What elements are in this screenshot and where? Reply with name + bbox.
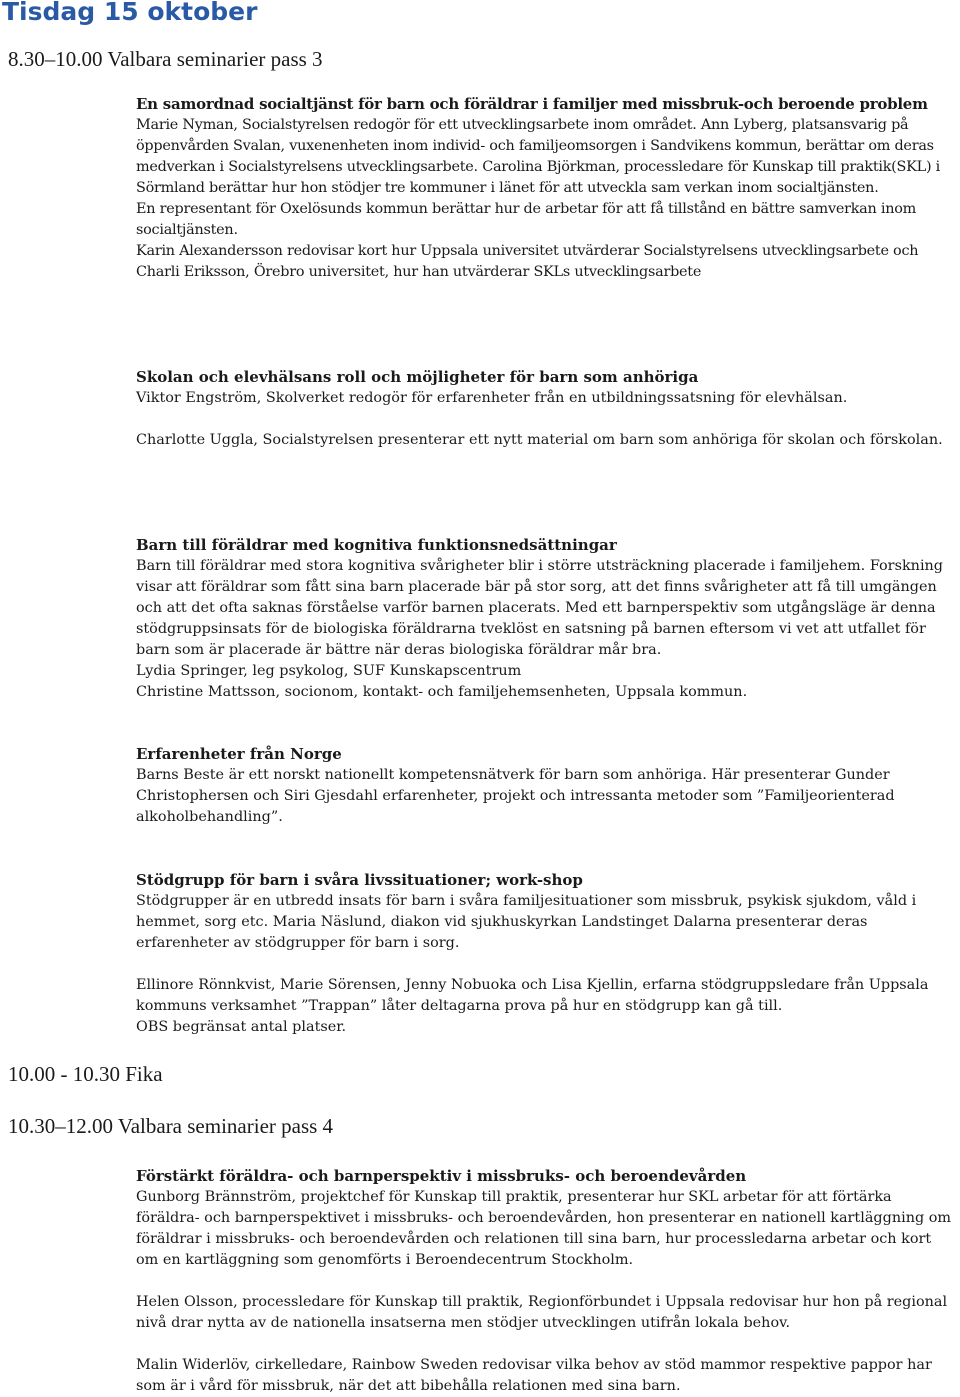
seminar-title: Barn till föräldrar med kognitiva funktionsnedsättningar bbox=[136, 536, 617, 554]
seminar-forstarkt-foraldraperspektiv bbox=[136, 1166, 958, 1397]
session-label: Valbara seminarier pass 3 bbox=[107, 47, 323, 71]
session-time: 10.00 - 10.30 bbox=[8, 1062, 120, 1086]
seminar-paragraph: Barn till föräldrar med stora kognitiva svårigheter blir i större utsträckning placerade i familjehem. Forskning visar att föräldrar som fått sina barn placerade bär på stor sorg, att det finns svårigheter att få till umgängen och att det ofta saknas förståelse varför barnen placerats. Med ett barnperspektiv som utgångsläge är denna stödgruppsinsats för de biologiska föräldrarna tveklöst en satsning på barnen eftersom vi vet att utfallet för barn som är placerade är bättre när deras biologiska föräldrar mår bra. bbox=[136, 558, 944, 658]
seminar-title: Förstärkt föräldra- och barnperspektiv i missbruks- och beroendevården bbox=[136, 1167, 747, 1185]
day-title: Tisdag 15 oktober bbox=[2, 0, 258, 26]
session-fika bbox=[8, 1062, 163, 1087]
seminar-paragraph: Barns Beste är ett norskt nationellt kompetensnätverk för barn som anhöriga. Här presenterar Gunder Christophersen och Siri Gjesdahl erfarenheter, projekt och intressanta metoder som ”Familjeorienterad alkoholbehandling”. bbox=[136, 767, 895, 825]
session-time: 8.30–10.00 bbox=[8, 47, 103, 71]
seminar-paragraph: Viktor Engström, Skolverket redogör för erfarenheter från en utbildningssatsning för elevhälsan. bbox=[136, 390, 848, 406]
seminar-erfarenheter-norge bbox=[136, 744, 958, 828]
seminar-paragraph: Marie Nyman, Socialstyrelsen redogör för ett utvecklingsarbete inom området. Ann Lyberg, platsansvarig på öppenvården Svalan, vuxenenheten inom individ- och familjeomsorgen i Sandvikens kommun, berättar om deras medverkan i Socialstyrelsens utvecklingsarbete. Carolina Björkman, processledare för Kunskap till praktik(SKL) i Sörmland berättar hur hon stödjer tre kommuner i länet för att utveckla sam verkan inom socialtjänsten. bbox=[136, 117, 940, 196]
seminar-paragraph: Christine Mattsson, socionom, kontakt- och familjehemsenheten, Uppsala kommun. bbox=[136, 684, 748, 700]
seminar-paragraph: Stödgrupper är en utbredd insats för barn i svåra familjesituationer som missbruk, psykisk sjukdom, våld i hemmet, sorg etc. Maria Näslund, diakon vid sjukhuskyrkan Landstinget Dalarna presenterar deras erfarenheter av stödgrupper för barn i sorg. bbox=[136, 893, 917, 951]
seminar-paragraph: Karin Alexandersson redovisar kort hur Uppsala universitet utvärderar Socialstyrelsens utvecklingsarbete och Charli Eriksson, Örebro universitet, hur han utvärderar SKLs utvecklingsarbete bbox=[136, 243, 919, 280]
seminar-kognitiva-funktionsnedsattningar bbox=[136, 535, 958, 703]
session-pass-3 bbox=[8, 47, 323, 72]
seminar-title: Skolan och elevhälsans roll och möjligheter för barn som anhöriga bbox=[136, 368, 699, 386]
seminar-paragraph: Ellinore Rönnkvist, Marie Sörensen, Jenny Nobuoka och Lisa Kjellin, erfarna stödgruppsledare från Uppsala kommuns verksamhet ”Trappan” låter deltagarna prova på hur en stödgrupp kan gå till. bbox=[136, 977, 929, 1014]
session-label: Valbara seminarier pass 4 bbox=[117, 1114, 334, 1138]
session-time: 10.30–12.00 bbox=[8, 1114, 113, 1138]
session-label: Fika bbox=[125, 1062, 163, 1086]
seminar-title: Erfarenheter från Norge bbox=[136, 745, 342, 763]
seminar-paragraph: Lydia Springer, leg psykolog, SUF Kunskapscentrum bbox=[136, 663, 522, 679]
seminar-title: Stödgrupp för barn i svåra livssituationer; work-shop bbox=[136, 871, 583, 889]
session-pass-4 bbox=[8, 1114, 333, 1139]
seminar-title: En samordnad socialtjänst för barn och föräldrar i familjer med missbruk-och beroende problem bbox=[136, 95, 928, 113]
seminar-skolan-elevhalsan bbox=[136, 367, 958, 451]
seminar-samordnad-socialtjanst bbox=[136, 94, 958, 283]
seminar-paragraph: En representant för Oxelösunds kommun berättar hur de arbetar för att få tillstånd en bättre samverkan inom socialtjänsten. bbox=[136, 201, 917, 238]
seminar-paragraph: Gunborg Brännström, projektchef för Kunskap till praktik, presenterar hur SKL arbetar för att förtärka föräldra- och barnperspektivet i missbruks- och beroendevården, hon presenterar en nationell kartläggning om föräldrar i missbruks- och beroendevården och relationen till sina barn, hur processledarna arbetar och kort om en kartläggning som genomförts i Beroendecentrum Stockholm. bbox=[136, 1189, 952, 1268]
seminar-paragraph: Helen Olsson, processledare för Kunskap till praktik, Regionförbundet i Uppsala redovisar hur hon på regional nivå drar nytta av de nationella insatserna men stödjer utvecklingen utifrån lokala behov. bbox=[136, 1294, 948, 1331]
seminar-paragraph: OBS begränsat antal platser. bbox=[136, 1019, 347, 1035]
seminar-stodgrupp-workshop bbox=[136, 870, 958, 1038]
seminar-paragraph: Malin Widerlöv, cirkelledare, Rainbow Sweden redovisar vilka behov av stöd mammor respektive pappor har som är i vård för missbruk, när det att bibehålla relationen med sina barn. bbox=[136, 1357, 932, 1394]
seminar-paragraph: Charlotte Uggla, Socialstyrelsen presenterar ett nytt material om barn som anhöriga för skolan och förskolan. bbox=[136, 432, 943, 448]
